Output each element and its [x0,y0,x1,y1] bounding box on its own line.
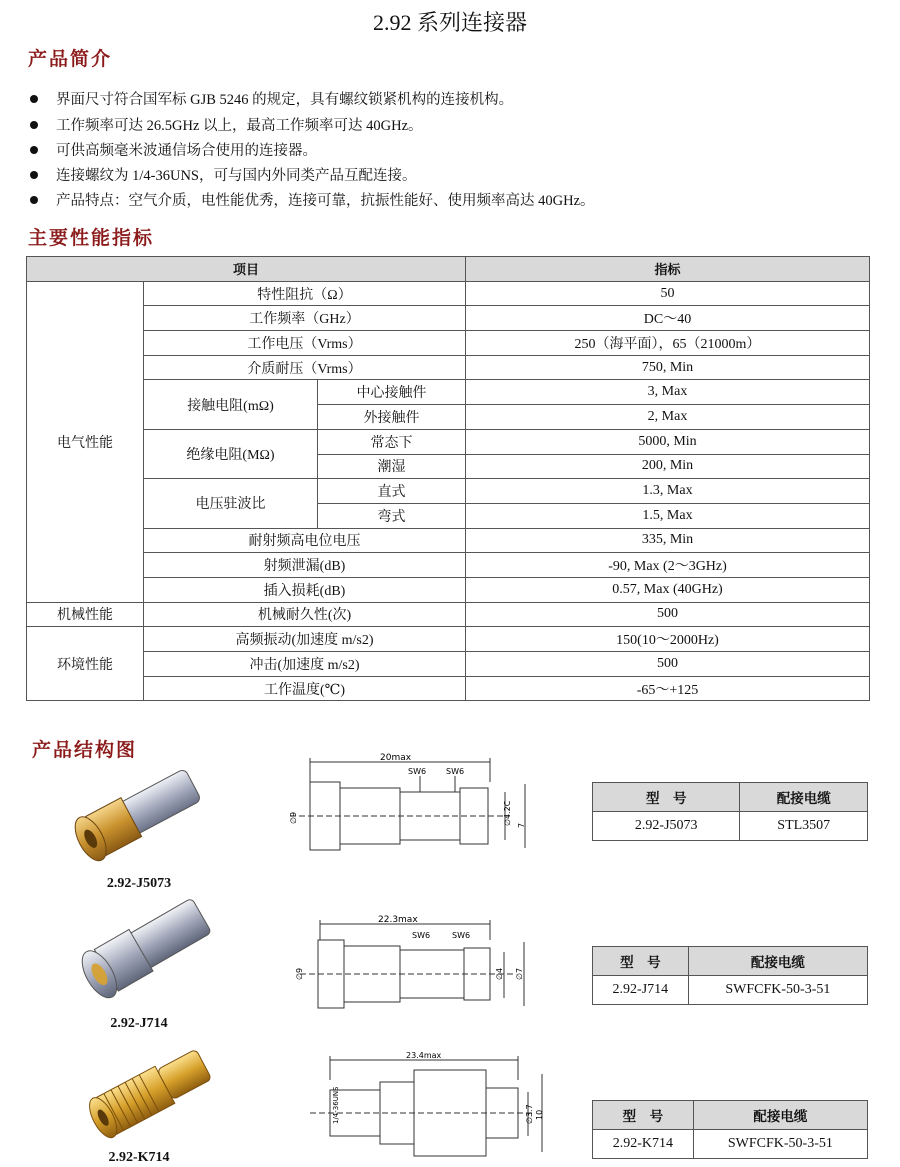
category-mechanical: 机械性能 [27,602,144,627]
bullet-item: 界面尺寸符合国军标 GJB 5246 的规定，具有螺纹锁紧机构的连接机构。 [30,88,513,109]
bullet-dot-icon [30,196,38,204]
bullet-dot-icon [30,146,38,154]
dim-sw2: SW6 [446,767,465,776]
dim-d3: ∅7 [515,967,524,980]
table-row: 冲击(加速度 m/s2) 500 [27,652,870,677]
dim-d1: 1/4-36UNS [332,1086,340,1124]
bullet-item: 工作频率可达 26.5GHz 以上，最高工作频率可达 40GHz。 [30,114,423,135]
page-title: 2.92 系列连接器 [372,10,527,35]
category-environment: 环境性能 [27,627,144,701]
dim-d3: 10 [535,1109,544,1120]
dim-sw2: SW6 [452,931,471,940]
dim-length: 20max [380,753,412,763]
connector-photo-j5073 [62,762,222,870]
dim-sw1: SW6 [408,767,427,776]
model-table-k714: 型 号 配接电缆 2.92-K714 SWFCFK-50-3-51 [592,1100,868,1159]
dim-length: 22.3max [378,915,418,925]
dimension-drawing-j714 [282,912,532,1022]
bullet-item: 产品特点：空气介质，电性能优秀，连接可靠，抗振性能好、使用频率高达 40GHz。 [30,189,595,210]
table-row: 工作频率（GHz） DC～40 [27,306,870,331]
dim-sw1: SW6 [412,931,431,940]
model-table-j714: 型 号 配接电缆 2.92-J714 SWFCFK-50-3-51 [592,946,868,1005]
spec-table [26,256,870,701]
intro-heading: 产品简介 [28,48,113,70]
connector-photo-j714 [62,896,222,1008]
dim-d1: ∅9 [295,967,304,980]
table-row: 电压驻波比 直式 1.3, Max [27,479,870,504]
table-row: 工作电压（Vrms） 250（海平面），65（21000m） [27,331,870,356]
table-row: 射频泄漏(dB) -90, Max (2～3GHz) [27,553,870,578]
table-row: 电气性能 特性阻抗（Ω） 50 [27,281,870,306]
table-row: 介质耐压（Vrms） 750, Min [27,355,870,380]
product-label: 2.92-K714 [108,1150,170,1165]
specs-heading: 主要性能指标 [28,227,155,249]
bullet-dot-icon [30,95,38,103]
model-table-j5073: 型 号 配接电缆 2.92-J5073 STL3507 [592,782,868,841]
table-header-row [27,257,870,282]
table-row: 外接触件 2, Max [27,405,870,430]
category-electrical: 电气性能 [27,281,144,602]
dim-d2: ∅3.7 [525,1104,534,1124]
table-row: 环境性能 高频振动(加速度 m/s2) 150(10～2000Hz) [27,627,870,652]
dim-length: 23.4max [406,1051,442,1060]
dimension-drawing-j5073 [280,752,530,864]
product-label: 2.92-J5073 [106,876,172,891]
dim-d3: 7 [517,822,526,828]
table-row: 绝缘电阻(MΩ) 常态下 5000, Min [27,429,870,454]
bullet-item: 连接螺纹为 1/4-36UNS，可与国内外同类产品互配连接。 [30,164,417,185]
structure-heading: 产品结构图 [32,739,138,761]
table-row: 插入损耗(dB) 0.57, Max (40GHz) [27,577,870,602]
table-row: 潮湿 200, Min [27,454,870,479]
col-value-header: 指标 [466,257,870,282]
dimension-drawing-k714 [296,1050,546,1158]
product-label: 2.92-J714 [110,1016,168,1031]
bullet-item: 可供高频毫米波通信场合使用的连接器。 [30,139,317,160]
dim-d2: ∅4.2C [503,800,512,826]
table-row: 接触电阻(mΩ) 中心接触件 3, Max [27,380,870,405]
bullet-dot-icon [30,121,38,129]
table-row: 耐射频高电位电压 335, Min [27,528,870,553]
connector-photo-k714 [62,1042,222,1152]
dim-d1: ∅9 [289,811,298,824]
col-item-header: 项目 [27,257,466,282]
table-row: 工作温度(℃) -65～+125 [27,676,870,701]
table-row: 机械性能 机械耐久性(次) 500 [27,602,870,627]
bullet-dot-icon [30,171,38,179]
table-row: 弯式 1.5, Max [27,503,870,528]
dim-d2: ∅4 [495,967,504,980]
